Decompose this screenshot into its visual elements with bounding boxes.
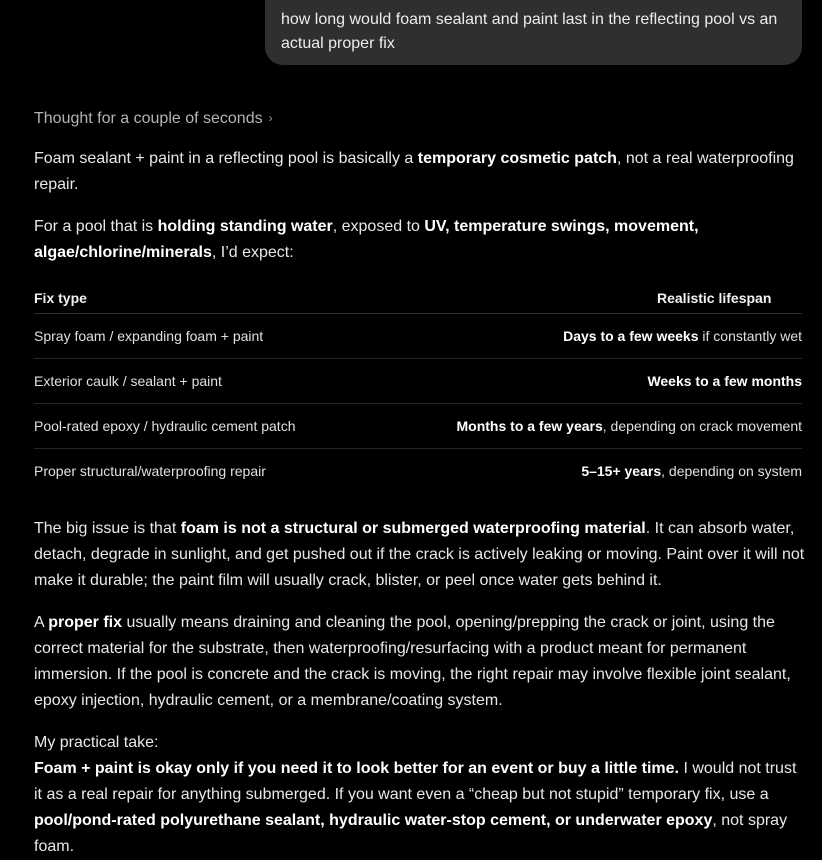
intro-text-2: , not a real waterproofing repair. xyxy=(34,150,794,193)
row-lifespan-bold: Months to a few years xyxy=(456,418,603,434)
intro-text-1: Foam sealant + paint in a reflecting pool is basically a xyxy=(34,150,418,167)
intro-bold-1: temporary cosmetic patch xyxy=(417,150,617,167)
chevron-right-icon: › xyxy=(268,111,273,125)
header-fix-type: Fix type xyxy=(34,290,87,306)
take-text-1: I would not trust it as a real repair for anything submerged. If you want even a “cheap but not stupid” temporary fix, use a xyxy=(34,760,797,803)
thought-toggle[interactable] xyxy=(34,106,273,131)
row-lifespan-rest: , depending on system xyxy=(661,463,802,479)
proper-text-2: usually means draining and cleaning the pool, opening/prepping the crack or joint, using the correct material for the substrate, then waterproofing/resurfacing with a product meant for permanent immersion. If the pool is concrete and the crack is moving, the right repair may involve flexible joint sealant, epoxy injection, hydraulic cement, or a membrane/coating system. xyxy=(34,614,791,709)
take-heading: My practical take: xyxy=(34,734,159,751)
row-lifespan xyxy=(647,373,802,389)
table-header xyxy=(34,286,802,314)
row-lifespan-bold: Weeks to a few months xyxy=(647,373,802,389)
intro-paragraph xyxy=(34,146,806,198)
user-message-text: how long would foam sealant and paint last in the reflecting pool vs an actual proper fix xyxy=(281,11,778,52)
exposure-bold-1: holding standing water xyxy=(157,218,333,235)
proper-fix-paragraph xyxy=(34,610,806,714)
row-lifespan xyxy=(563,328,802,344)
issue-text-2: . It can absorb water, detach, degrade in sunlight, and get pushed out if the crack is actively leaking or moving. Paint over it will not make it durable; the paint film will usually crack, blister, or peel once water gets behind it. xyxy=(34,520,805,589)
exposure-text-2: , exposed to xyxy=(332,218,425,235)
user-message-bubble xyxy=(265,0,802,65)
proper-bold-1: proper fix xyxy=(48,614,123,631)
table-row xyxy=(34,314,802,359)
thought-label: Thought for a couple of seconds xyxy=(34,110,263,127)
row-fix-type: Exterior caulk / sealant + paint xyxy=(34,373,222,389)
issue-bold-1: foam is not a structural or submerged waterproofing material xyxy=(180,520,646,537)
take-paragraph xyxy=(34,756,806,860)
proper-text-1: A xyxy=(34,614,49,631)
exposure-text-1: For a pool that is xyxy=(34,218,158,235)
row-fix-type: Pool-rated epoxy / hydraulic cement patch xyxy=(34,418,296,434)
take-text-2: , not spray foam. xyxy=(34,812,788,855)
row-fix-type: Spray foam / expanding foam + paint xyxy=(34,328,264,344)
row-lifespan-rest: if constantly wet xyxy=(698,328,802,344)
issue-paragraph xyxy=(34,516,806,594)
row-fix-type: Proper structural/waterproofing repair xyxy=(34,463,266,479)
table-row xyxy=(34,449,802,493)
take-bold-1: Foam + paint is okay only if you need it to look better for an event or buy a little time. xyxy=(34,760,679,777)
lifespan-table xyxy=(34,286,802,493)
issue-text-1: The big issue is that xyxy=(34,520,181,537)
row-lifespan xyxy=(581,463,802,479)
take-bold-2: pool/pond-rated polyurethane sealant, hydraulic water-stop cement, or underwater epoxy xyxy=(34,812,713,829)
exposure-text-3: , I’d expect: xyxy=(211,244,294,261)
header-lifespan: Realistic lifespan xyxy=(657,290,772,306)
row-lifespan-bold: Days to a few weeks xyxy=(563,328,699,344)
table-row xyxy=(34,359,802,404)
exposure-bold-2: UV, temperature swings, movement, algae/chlorine/minerals xyxy=(34,218,699,261)
row-lifespan xyxy=(457,418,803,434)
row-lifespan-bold: 5–15+ years xyxy=(581,463,662,479)
row-lifespan-rest: , depending on crack movement xyxy=(602,418,802,434)
table-row xyxy=(34,404,802,449)
exposure-paragraph xyxy=(34,214,806,266)
